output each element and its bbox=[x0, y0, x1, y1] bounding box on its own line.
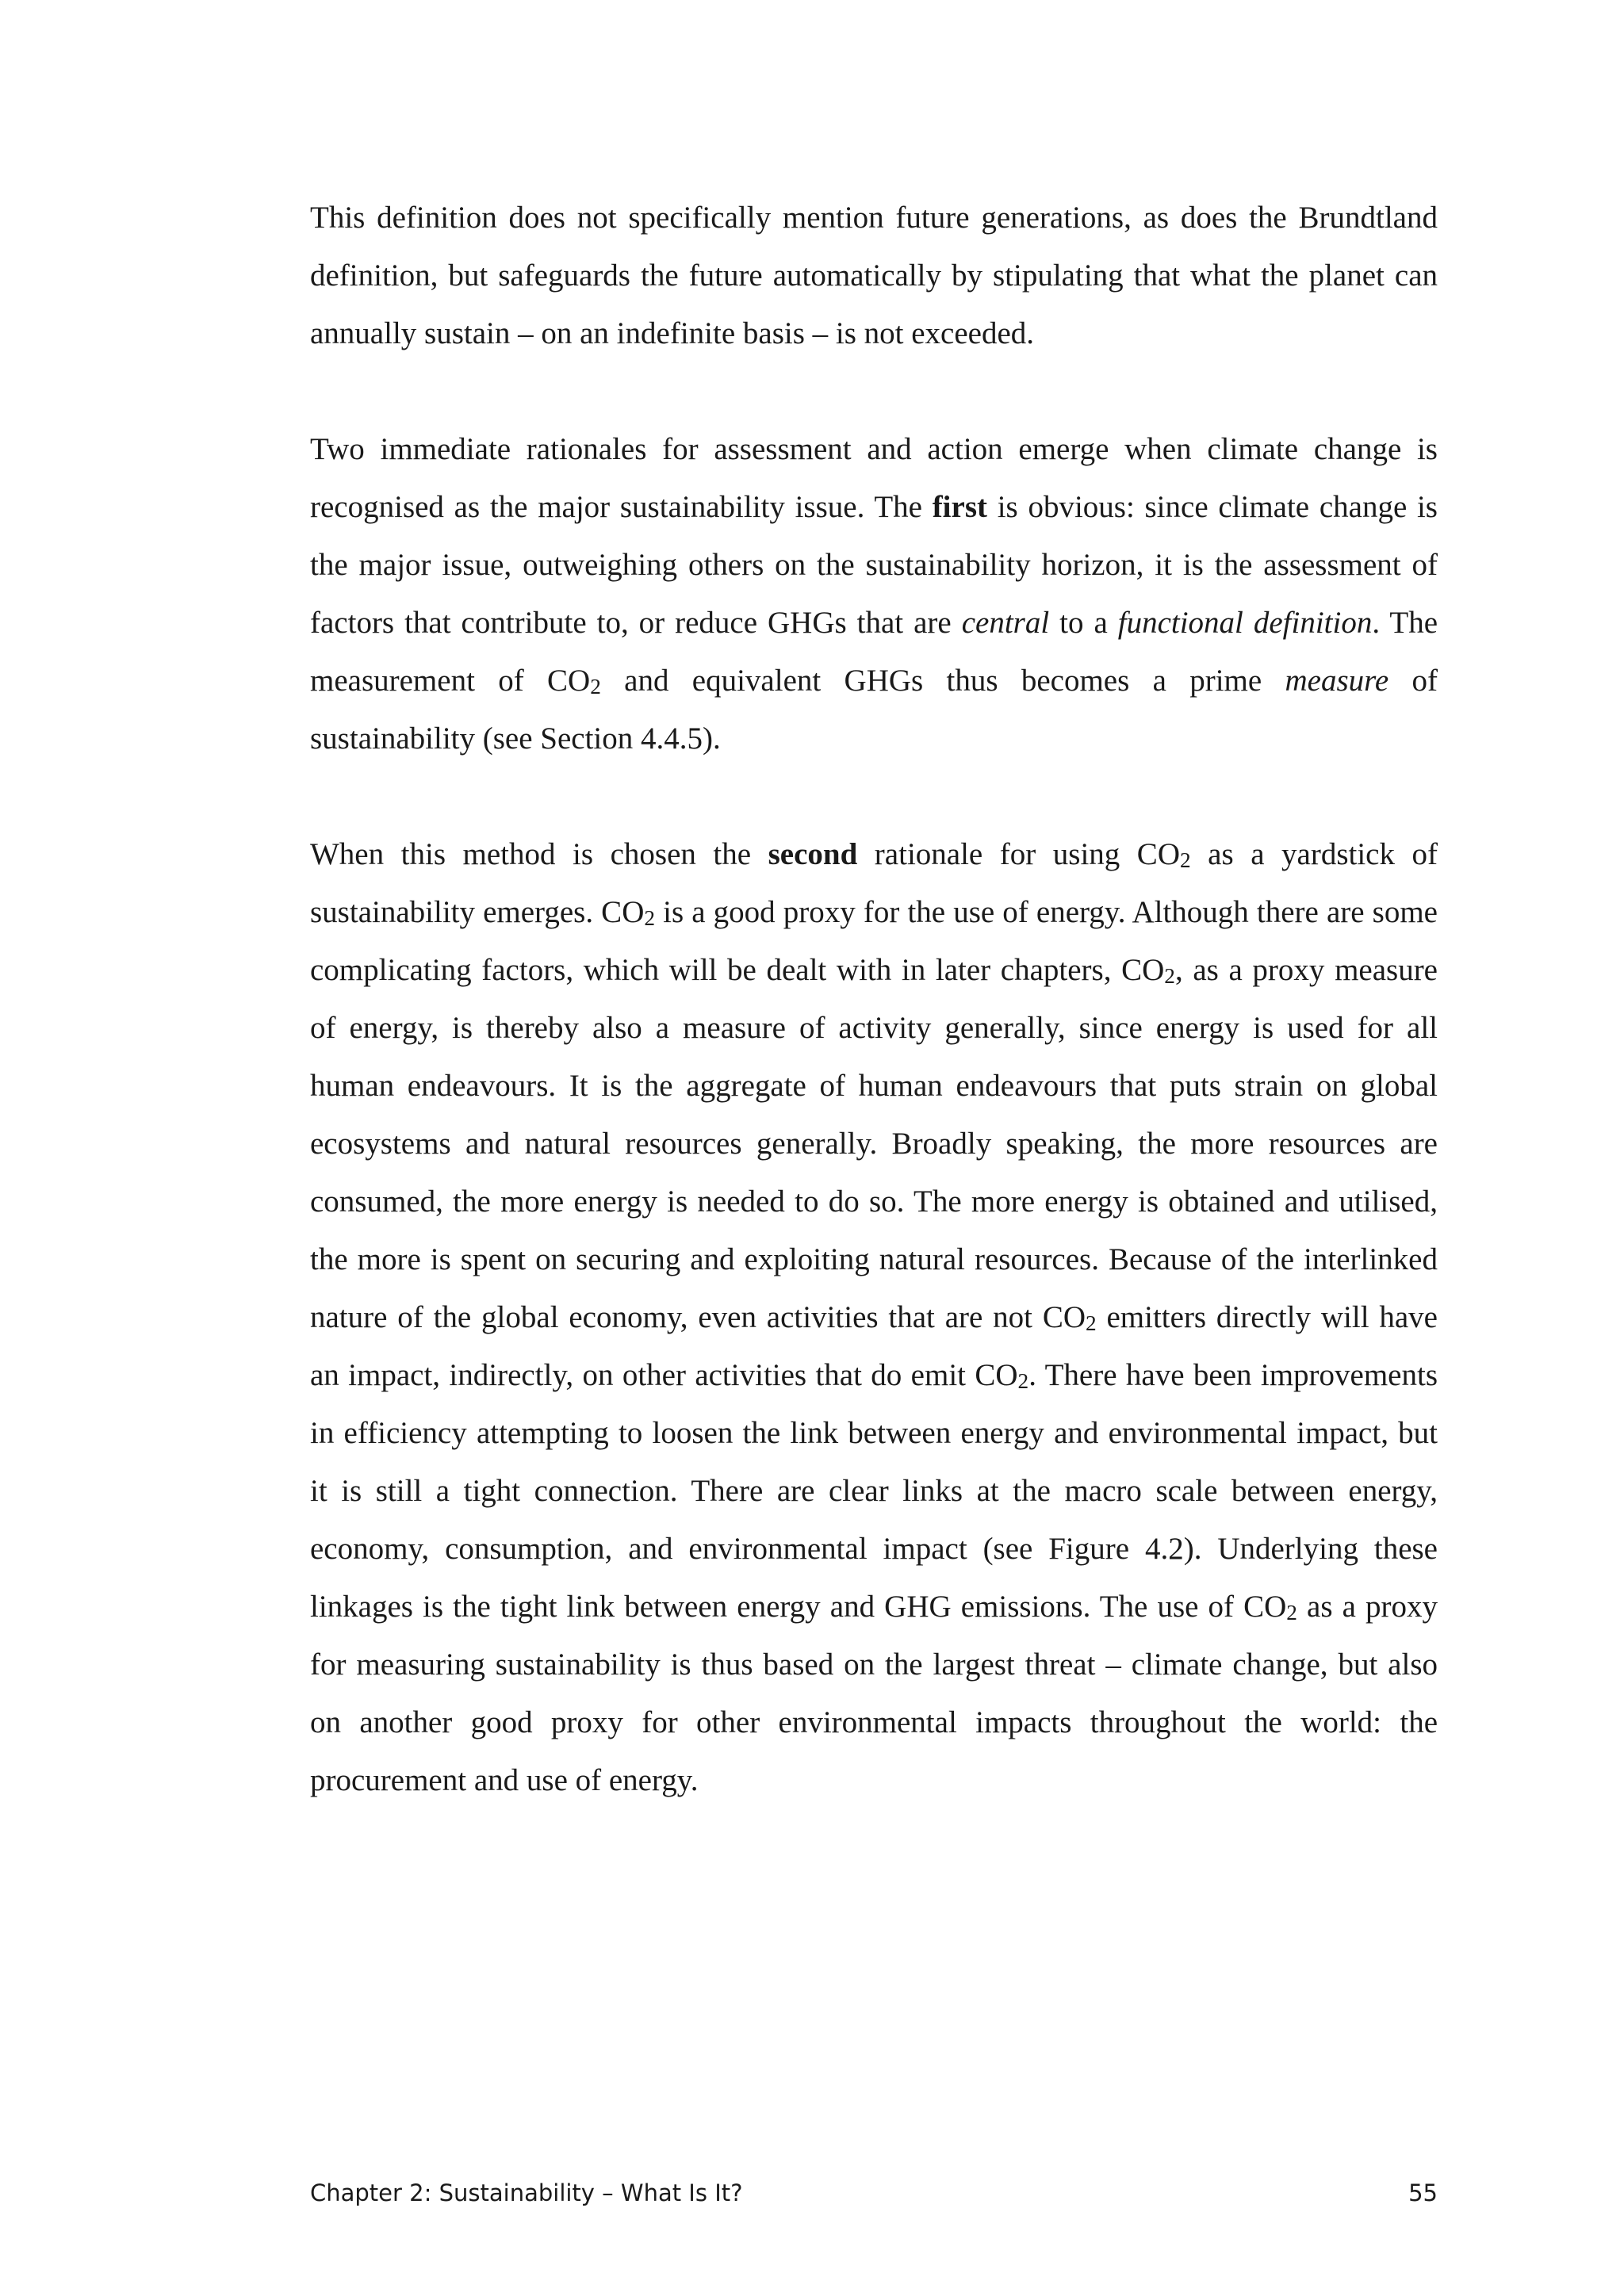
text-run: emitters directly will have an impact, indirectly, on other activities that do emit CO bbox=[310, 1300, 1438, 1392]
subscript: 2 bbox=[1086, 1311, 1097, 1336]
paragraph-1 bbox=[310, 189, 1438, 362]
text-run: is a good proxy for the use of energy. Although there are some complicating factors, which will be dealt with in later chapters, CO bbox=[310, 895, 1438, 987]
italic-emphasis: central bbox=[961, 606, 1050, 640]
text-run: to a bbox=[1049, 606, 1118, 640]
bold-emphasis: first bbox=[932, 490, 987, 524]
running-footer-chapter-title: Chapter 2: Sustainability – What Is It? bbox=[310, 2179, 743, 2206]
paragraph-3 bbox=[310, 825, 1438, 1809]
text-run: and equivalent GHGs thus becomes a prime bbox=[600, 664, 1285, 698]
paragraph-2 bbox=[310, 420, 1438, 767]
text-run: . There have been improvements in efficiency attempting to loosen the link between energy and environmental impact, but it is still a tight connection. There are clear links at the macro scale between energy, economy, consumption, and environmental impact (see Figure 4.2). Underlying these linkages is the tight link between energy and GHG emissions. The use of CO bbox=[310, 1358, 1438, 1624]
body-text bbox=[310, 189, 1438, 1809]
text-run: , as a proxy measure of energy, is thereby also a measure of activity generally, since energy is used for all human endeavours. It is the aggregate of human endeavours that puts strain on global ecosystems and natural resources generally. Broadly speaking, the more resources are consumed, the more energy is needed to do so. The more energy is obtained and utilised, the more is spent on securing and exploiting natural resources. Because of the interlinked nature of the global economy, even activities that are not CO bbox=[310, 953, 1438, 1334]
text-run: as a proxy for measuring sustainability is thus based on the largest threat – climate change, but also on another good proxy for other environmental impacts throughout the world: the procurement and use of energy. bbox=[310, 1590, 1438, 1797]
subscript: 2 bbox=[1180, 848, 1191, 873]
subscript: 2 bbox=[590, 675, 601, 699]
subscript: 2 bbox=[644, 906, 656, 931]
text-run: rationale for using CO bbox=[857, 837, 1180, 871]
text-run: of sustainability (see Section 4.4.5). bbox=[310, 664, 1438, 756]
text-run: is obvious: since climate change is the major issue, outweighing others on the sustainability horizon, it is the assessment of factors that contribute to, or reduce GHGs that are bbox=[310, 490, 1438, 640]
bold-emphasis: second bbox=[768, 837, 858, 871]
text-run: . The measurement of CO bbox=[310, 606, 1438, 698]
subscript: 2 bbox=[1164, 964, 1175, 989]
text-run: as a yardstick of sustainability emerges. CO bbox=[310, 837, 1438, 929]
italic-emphasis: functional definition bbox=[1117, 606, 1373, 640]
italic-emphasis: measure bbox=[1285, 664, 1389, 698]
text-run: When this method is chosen the bbox=[310, 837, 768, 871]
page-number: 55 bbox=[1408, 2179, 1438, 2206]
subscript: 2 bbox=[1286, 1601, 1297, 1625]
subscript: 2 bbox=[1017, 1369, 1029, 1394]
text-run: Two immediate rationales for assessment and action emerge when climate change is recognised as the major sustainability issue. The bbox=[310, 432, 1438, 524]
text-run: This definition does not specifically mention future generations, as does the Brundtland definition, but safeguards the future automatically by stipulating that what the planet can annually sustain – on an indefinite basis – is not exceeded. bbox=[310, 201, 1438, 350]
page-footer bbox=[310, 2175, 1438, 2210]
